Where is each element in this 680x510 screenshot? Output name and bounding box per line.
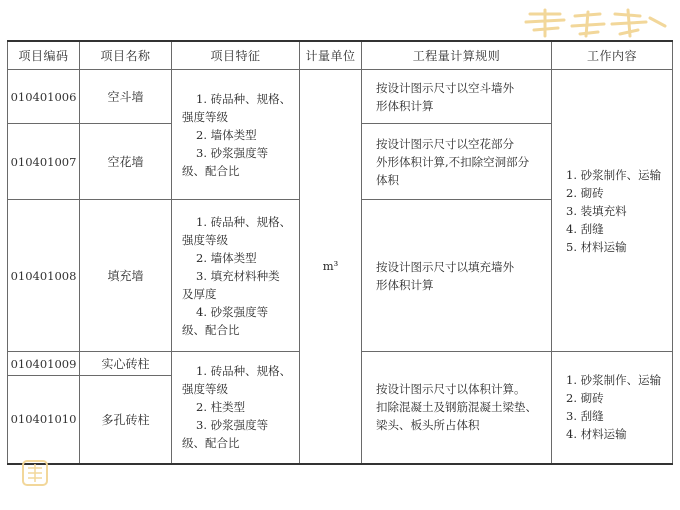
item-rule: 按设计图示尺寸以填充墙外 形体积计算 <box>362 200 552 352</box>
specification-table <box>7 40 673 465</box>
header-name: 项目名称 <box>80 41 172 70</box>
item-name: 实心砖柱 <box>80 352 172 376</box>
table-header-row <box>8 41 673 70</box>
item-rule: 按设计图示尺寸以体积计算。 扣除混凝土及钢筋混凝土梁垫、 梁头、板头所占体积 <box>362 352 552 464</box>
item-features: 1. 砖品种、规格、 强度等级 2. 墙体类型 3. 砂浆强度等 级、配合比 <box>172 70 300 200</box>
header-rule: 工程量计算规则 <box>362 41 552 70</box>
item-code: 010401008 <box>8 200 80 352</box>
item-code: 010401007 <box>8 124 80 200</box>
item-code: 010401009 <box>8 352 80 376</box>
item-rule: 按设计图示尺寸以空斗墙外 形体积计算 <box>362 70 552 124</box>
item-rule: 按设计图示尺寸以空花部分 外形体积计算,不扣除空洞部分 体积 <box>362 124 552 200</box>
item-code: 010401006 <box>8 70 80 124</box>
item-name: 空斗墙 <box>80 70 172 124</box>
decorative-seal-icon <box>20 458 50 488</box>
item-name: 空花墙 <box>80 124 172 200</box>
item-name: 填充墙 <box>80 200 172 352</box>
item-work: 1. 砂浆制作、运输 2. 砌砖 3. 装填充料 4. 刮缝 5. 材料运输 <box>552 70 673 352</box>
header-unit: 计量单位 <box>300 41 362 70</box>
decorative-brush-stroke <box>520 6 670 40</box>
item-code: 010401010 <box>8 376 80 464</box>
item-name: 多孔砖柱 <box>80 376 172 464</box>
header-features: 项目特征 <box>172 41 300 70</box>
header-code: 项目编码 <box>8 41 80 70</box>
table-row <box>8 70 673 124</box>
item-features: 1. 砖品种、规格、 强度等级 2. 柱类型 3. 砂浆强度等 级、配合比 <box>172 352 300 464</box>
header-work: 工作内容 <box>552 41 673 70</box>
unit-cell: m³ <box>300 70 362 464</box>
item-features: 1. 砖品种、规格、 强度等级 2. 墙体类型 3. 填充材料种类 及厚度 4. 砂浆强度等 级、配合比 <box>172 200 300 352</box>
item-work: 1. 砂浆制作、运输 2. 砌砖 3. 刮缝 4. 材料运输 <box>552 352 673 464</box>
